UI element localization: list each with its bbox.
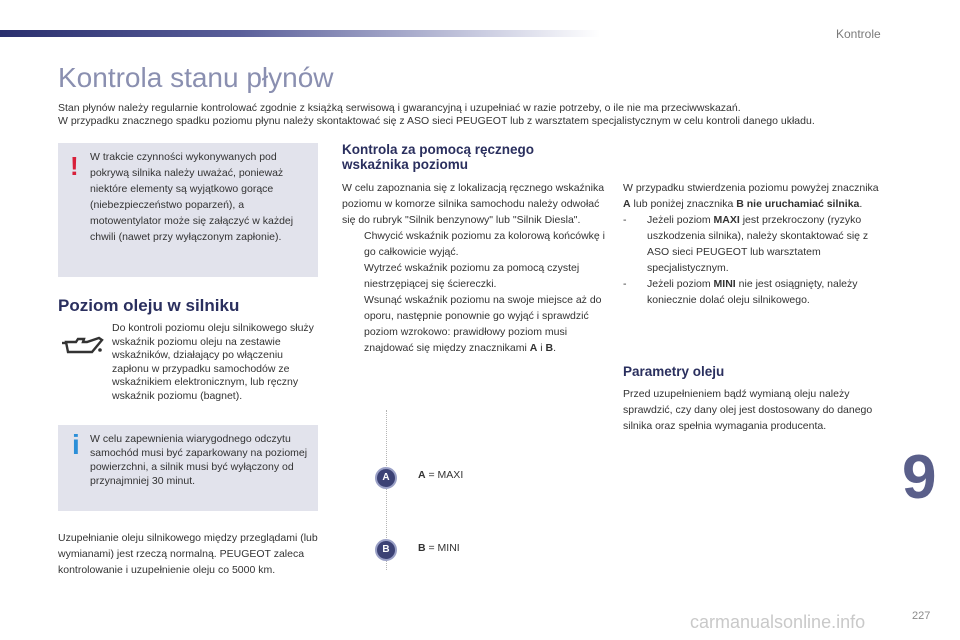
manual-check-steps	[342, 228, 607, 356]
intro-line-2: W przypadku znacznego spadku poziomu płynu należy skontaktować się z ASO sieci PEUGEOT lub z warsztatem specjalistycznym w celu kontroli danego układu.	[58, 115, 815, 127]
oil-level-heading: Poziom oleju w silniku	[58, 296, 240, 315]
list-item: Wsunąć wskaźnik poziomu na swoje miejsce aż do oporu, następnie ponownie go wyjąć i sprawdzić poziom wzrokowo: prawidłowy poziom musi znajdować się między znacznikami A i B.	[364, 294, 602, 354]
oil-params-heading: Parametry oleju	[623, 364, 725, 379]
level-check-body	[623, 180, 888, 308]
warning-box	[58, 143, 318, 277]
warning-icon: !	[70, 151, 79, 181]
oil-can-icon	[60, 334, 104, 360]
info-box	[58, 425, 318, 511]
list-item: Wytrzeć wskaźnik poziomu za pomocą czystej niestrzępiącej się ściereczki.	[364, 262, 580, 290]
chapter-number: 9	[902, 443, 937, 512]
header-bar	[0, 30, 600, 37]
warning-text: W trakcie czynności wykonywanych pod pokrywą silnika należy uważać, ponieważ niektóre elementy są wyjątkowo gorące (niebezpieczeństwo poparzeń), a motowentylator może się załączyć w każdej chwili (nawet przy wyłączonym zapłonie).	[90, 151, 294, 243]
oil-level-text: Do kontroli poziomu oleju silnikowego służy wskaźnik poziomu oleju na zestawie wskaźników, działający po włączeniu zapłonu w przypadku samochodów ze wskaźnikiem elektronicznym, lub ręczny wskaźnik poziomu (bagnet).	[112, 322, 314, 402]
list-item: - Jeżeli poziom MAXI jest przekroczony (ryzyko uszkodzenia silnika), należy skontaktować się z ASO sieci PEUGEOT lub warsztatem specjalistycznym.	[623, 214, 869, 274]
section-label: Kontrole	[836, 27, 881, 41]
marker-a-icon: A	[375, 467, 397, 489]
marker-b-label: B = MINI	[418, 542, 460, 554]
list-item: Chwycić wskaźnik poziomu za kolorową końcówkę i go całkowicie wyjąć.	[364, 230, 606, 258]
page-title: Kontrola stanu płynów	[58, 62, 334, 93]
marker-a-label: A = MAXI	[418, 469, 464, 481]
intro-text	[58, 102, 888, 128]
intro-line-1: Stan płynów należy regularnie kontrolować zgodnie z książką serwisową i gwarancyjną i uzupełniać w razie potrzeby, o ile nie ma przeciwwskazań.	[58, 102, 741, 114]
refill-text: Uzupełnianie oleju silnikowego między przeglądami (lub wymianami) jest rzeczą normalną. PEUGEOT zaleca kontrolowanie i uzupełnienie oleju co 5000 km.	[58, 532, 318, 576]
level-check-intro: W przypadku stwierdzenia poziomu powyżej znacznika A lub poniżej znacznika B nie uruchamiać silnika.	[623, 182, 879, 210]
page-number: 227	[912, 610, 931, 622]
manual-check-body	[342, 180, 607, 356]
manual-check-heading: Kontrola za pomocą ręcznego wskaźnika poziomu	[342, 142, 535, 172]
info-text: W celu zapewnienia wiarygodnego odczytu samochód musi być zaparkowany na poziomej powierzchni, a silnik musi być wyłączony od przynajmniej 30 minut.	[90, 433, 308, 487]
level-check-list	[623, 212, 888, 308]
watermark: carmanualsonline.info	[690, 612, 866, 632]
oil-params-text: Przed uzupełnieniem bądź wymianą oleju należy sprawdzić, czy dany olej jest dostosowany do danego silnika oraz spełnia wymagania producenta.	[623, 388, 873, 432]
manual-check-intro: W celu zapoznania się z lokalizacją ręcznego wskaźnika poziomu w komorze silnika samochodu należy odwołać się do rubryk "Silnik benzynowy" lub "Silnik Diesla".	[342, 182, 605, 226]
info-icon: i	[72, 429, 80, 460]
list-item: - Jeżeli poziom MINI nie jest osiągnięty, należy koniecznie dolać oleju silnikowego.	[623, 278, 858, 306]
marker-b-icon: B	[375, 539, 397, 561]
